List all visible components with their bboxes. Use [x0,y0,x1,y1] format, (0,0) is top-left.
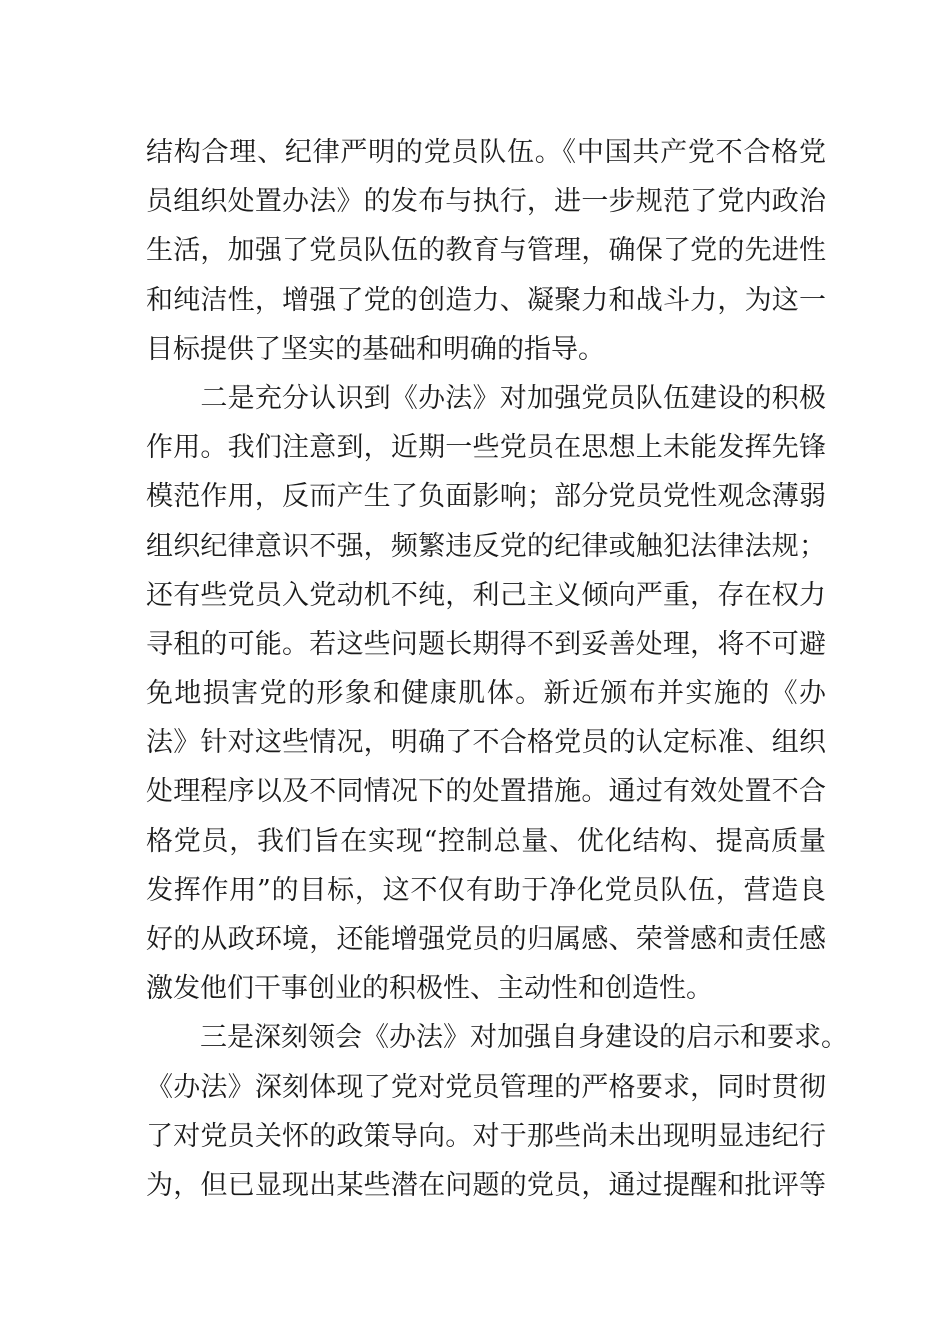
text-line: 和纯洁性，增强了党的创造力、凝聚力和战斗力，为这一 [146,284,826,316]
body-text [146,128,848,1210]
text-line: 生活，加强了党员队伍的教育与管理，确保了党的先进性 [146,235,826,267]
text-line: 作用。我们注意到，近期一些党员在思想上未能发挥先锋 [146,432,826,464]
text-line: 组织纪律意识不强，频繁违反党的纪律或触犯法律法规； [146,530,826,562]
text-line: 结构合理、纪律严明的党员队伍。《中国共产党不合格党 [146,137,826,168]
text-line: 为，但已显现出某些潜在问题的党员，通过提醒和批评等 [146,1169,826,1201]
text-line: 还有些党员入党动机不纯，利己主义倾向严重，存在权力 [146,579,826,611]
text-line: 目标提供了坚实的基础和明确的指导。 [146,333,605,365]
text-line: 好的从政环境，还能增强党员的归属感、荣誉感和责任感 [146,924,826,955]
text-line: 处理程序以及不同情况下的处置措施。通过有效处置不合 [146,776,826,808]
text-line: 三是深刻领会《办法》对加强自身建设的启示和要求。 [146,1022,848,1054]
text-line: 模范作用，反而产生了负面影响；部分党员党性观念薄弱 [146,481,826,513]
text-line: 寻租的可能。若这些问题长期得不到妥善处理，将不可避 [146,628,826,660]
text-line: 格党员，我们旨在实现“控制总量、优化结构、提高质量 [146,825,826,857]
text-line: 二是充分认识到《办法》对加强党员队伍建设的积极 [146,382,826,414]
text-line: 法》针对这些情况，明确了不合格党员的认定标准、组织 [146,727,826,759]
text-line: 了对党员关怀的政策导向。对于那些尚未出现明显违纪行 [146,1120,826,1152]
text-line: 《办法》深刻体现了党对党员管理的严格要求，同时贯彻 [146,1071,826,1103]
text-line: 员组织处置办法》的发布与执行，进一步规范了党内政治 [146,186,826,218]
text-line: 激发他们干事创业的积极性、主动性和创造性。 [146,973,713,1005]
text-line: 免地损害党的形象和健康肌体。新近颁布并实施的《办 [146,678,826,710]
text-line: 发挥作用”的目标，这不仅有助于净化党员队伍，营造良 [146,874,826,906]
